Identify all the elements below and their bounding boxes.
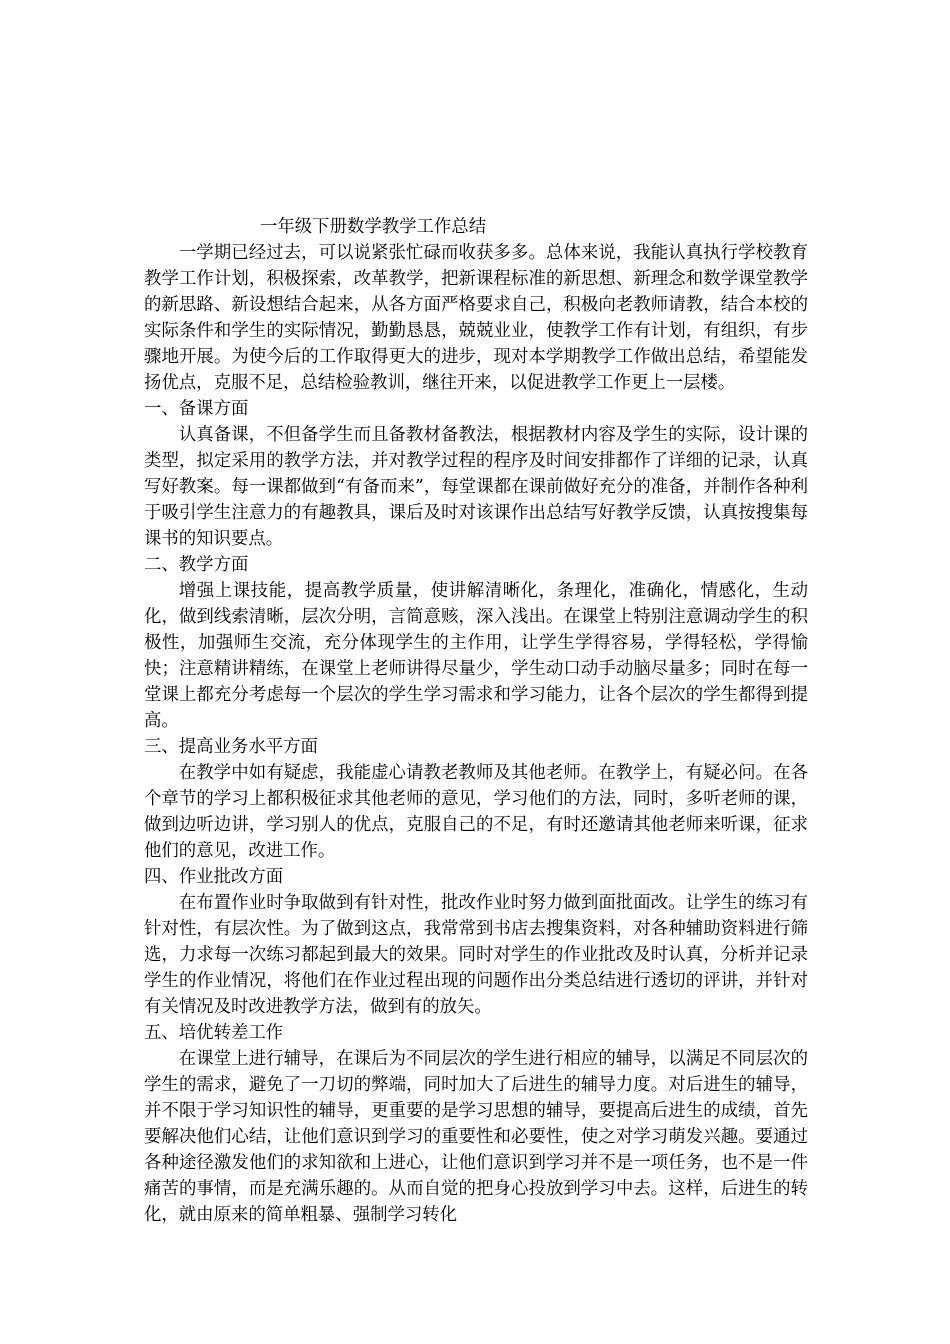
section-heading-professional-development: 三、提高业务水平方面 — [144, 737, 318, 757]
section-heading-lesson-prep: 一、备课方面 — [144, 399, 249, 419]
section-body-teaching: 增强上课技能，提高教学质量，使讲解清晰化，条理化，准确化，情感化，生动化，做到线索清晰，层次分明，言简意赅，深入浅出。在课堂上特别注意调动学生的积极性，加强师生交流，充分体现学生的主作用，让学生学得容易，学得轻松，学得愉快；注意精讲精练，在课堂上老师讲得尽量少，学生动口动手动脑尽量多；同时在每一堂课上都充分考虑每一个层次的学生学习需求和学习能力，让各个层次的学生都得到提高。 — [144, 581, 808, 731]
section-heading-teaching: 二、教学方面 — [144, 555, 249, 575]
section-body-homework-grading: 在布置作业时争取做到有针对性，批改作业时努力做到面批面改。让学生的练习有针对性，有层次性。为了做到这点，我常常到书店去搜集资料，对各种辅助资料进行筛选，力求每一次练习都起到最大的效果。同时对学生的作业批改及时认真，分析并记录学生的作业情况，将他们在作业过程出现的问题作出分类总结进行透切的评讲，并针对有关情况及时改进教学方法，做到有的放矢。 — [144, 893, 808, 1017]
section-body-professional-development: 在教学中如有疑虑，我能虚心请教老教师及其他老师。在教学上，有疑必问。在各个章节的学习上都积极征求其他老师的意见，学习他们的方法，同时，多听老师的课，做到边听边讲，学习别人的优点，克服自己的不足，有时还邀请其他老师来听课，征求他们的意见，改进工作。 — [144, 763, 808, 861]
section-body-lesson-prep: 认真备课，不但备学生而且备教材备教法，根据教材内容及学生的实际，设计课的类型，拟定采用的教学方法，并对教学过程的程序及时间安排都作了详细的记录，认真写好教案。每一课都做到“有备而来”，每堂课都在课前做好充分的准备，并制作各种利于吸引学生注意力的有趣教具，课后及时对该课作出总结写好教学反馈，认真按搜集每课书的知识要点。 — [144, 425, 808, 549]
document-title: 一年级下册数学教学工作总结 — [260, 217, 487, 237]
document-page — [144, 214, 808, 1228]
intro-paragraph: 一学期已经过去，可以说紧张忙碌而收获多多。总体来说，我能认真执行学校教育教学工作计划，积极探索，改革教学，把新课程标准的新思想、新理念和数学课堂教学的新思路、新设想结合起来，从各方面严格要求自己，积极向老教师请教，结合本校的实际条件和学生的实际情况，勤勤恳恳，兢兢业业，使教学工作有计划，有组织，有步骤地开展。为使今后的工作取得更大的进步，现对本学期教学工作做出总结，希望能发扬优点，克服不足，总结检验教训，继往开来，以促进教学工作更上一层楼。 — [144, 243, 808, 393]
section-heading-tutoring: 五、培优转差工作 — [144, 1023, 284, 1043]
section-body-tutoring: 在课堂上进行辅导，在课后为不同层次的学生进行相应的辅导，以满足不同层次的学生的需求，避免了一刀切的弊端，同时加大了后进生的辅导力度。对后进生的辅导，并不限于学习知识性的辅导，更重要的是学习思想的辅导，要提高后进生的成绩，首先要解决他们心结，让他们意识到学习的重要性和必要性，使之对学习萌发兴趣。要通过各种途径激发他们的求知欲和上进心，让他们意识到学习并不是一项任务，也不是一件痛苦的事情，而是充满乐趣的。从而自觉的把身心投放到学习中去。这样，后进生的转化，就由原来的简单粗暴、强制学习转化 — [144, 1049, 808, 1225]
section-heading-homework-grading: 四、作业批改方面 — [144, 867, 284, 887]
